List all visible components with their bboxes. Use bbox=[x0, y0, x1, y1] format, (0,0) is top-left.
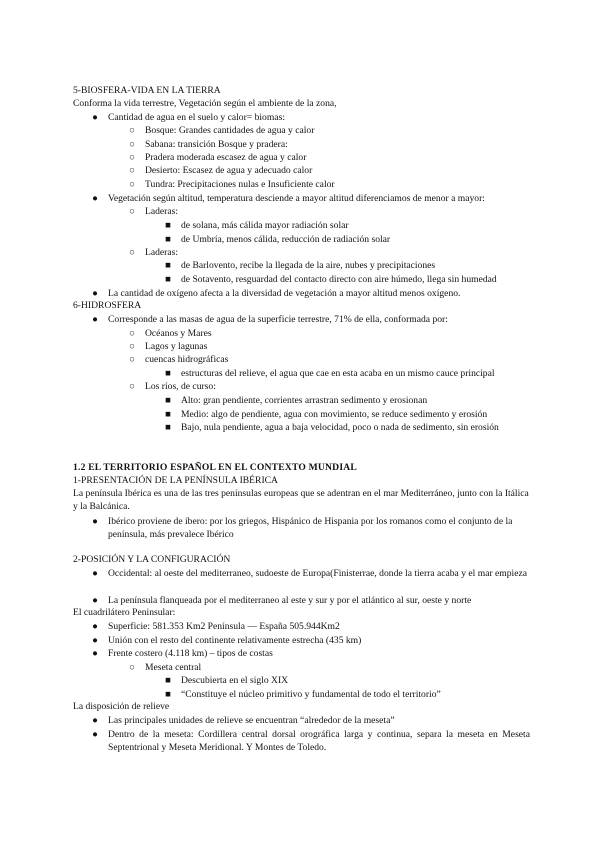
circle-bullet-icon: ○ bbox=[129, 328, 135, 339]
list-item-text: Lagos y lagunas bbox=[145, 341, 208, 352]
list-item bbox=[129, 124, 530, 137]
list-item-text: Alto: gran pendiente, corrientes arrastran sedimento y erosionan bbox=[181, 395, 428, 406]
list-item-text: Ibérico proviene de íbero: por los griegos, Hispánico de Hispania por los romanos como el conjunto de la península, más prevalece Ibérico bbox=[108, 516, 513, 540]
square-bullet-icon: ■ bbox=[165, 368, 171, 379]
quad-label: El cuadrilátero Peninsular: bbox=[73, 607, 176, 618]
square-bullet-icon: ■ bbox=[165, 260, 171, 271]
list-item bbox=[92, 620, 530, 633]
list-item bbox=[165, 674, 530, 687]
circle-bullet-icon: ○ bbox=[129, 139, 135, 150]
disc-bullet-icon: ● bbox=[92, 635, 98, 646]
list-item bbox=[92, 515, 530, 541]
list-item-text: cuencas hidrográficas bbox=[145, 354, 229, 365]
list-item bbox=[92, 313, 530, 326]
section-5-intro: Conforma la vida terrestre, Vegetación según el ambiente de la zona, bbox=[73, 98, 337, 109]
list-item-text: Bosque: Grandes cantidades de agua y calor bbox=[145, 125, 315, 136]
list-item bbox=[165, 219, 530, 232]
list-item-text: estructuras del relieve, el agua que cae en esta acaba en un mismo cauce principal bbox=[181, 368, 495, 379]
disc-bullet-icon: ● bbox=[92, 715, 98, 726]
list-item bbox=[165, 273, 530, 286]
list-item bbox=[92, 728, 530, 754]
section-6-title: 6-HIDROSFERA bbox=[73, 300, 142, 311]
list-item-text: de solana, más cálida mayor radiación solar bbox=[181, 220, 349, 231]
list-item bbox=[129, 164, 530, 177]
list-item-text: Tundra: Precipitaciones nulas e Insuficiente calor bbox=[145, 179, 335, 190]
circle-bullet-icon: ○ bbox=[129, 206, 135, 217]
disc-bullet-icon: ● bbox=[92, 288, 98, 299]
disc-bullet-icon: ● bbox=[92, 314, 98, 325]
disc-bullet-icon: ● bbox=[92, 516, 98, 527]
list-item bbox=[129, 661, 530, 674]
list-item bbox=[129, 246, 530, 259]
square-bullet-icon: ■ bbox=[165, 220, 171, 231]
list-item-text: Bajo, nula pendiente, agua a baja velocidad, poco o nada de sedimento, sin erosión bbox=[181, 422, 499, 433]
square-bullet-icon: ■ bbox=[165, 395, 171, 406]
list-item bbox=[92, 647, 530, 660]
list-item-text: Unión con el resto del continente relativamente estrecha (435 km) bbox=[108, 635, 362, 646]
square-bullet-icon: ■ bbox=[165, 689, 171, 700]
list-item bbox=[165, 408, 530, 421]
square-bullet-icon: ■ bbox=[165, 675, 171, 686]
circle-bullet-icon: ○ bbox=[129, 381, 135, 392]
circle-bullet-icon: ○ bbox=[129, 662, 135, 673]
circle-bullet-icon: ○ bbox=[129, 341, 135, 352]
list-item-text: Vegetación según altitud, temperatura desciende a mayor altitud diferenciamos de menor a mayor: bbox=[108, 193, 485, 204]
list-item bbox=[129, 353, 530, 366]
list-item-text: Superficie: 581.353 Km2 Península — España 505.944Km2 bbox=[108, 621, 340, 632]
subsection-1-title: 1-PRESENTACIÓN DE LA PENÍNSULA IBÉRICA bbox=[73, 475, 278, 486]
list-item-text: Dentro de la meseta: Cordillera central dorsal orográfica larga y continua, separa la meseta en Meseta Septentrional y Meseta Meridional. Y Montes de Toledo. bbox=[108, 729, 530, 753]
list-item bbox=[165, 259, 530, 272]
list-item bbox=[129, 340, 530, 353]
list-item-text: Los ríos, de curso: bbox=[145, 381, 216, 392]
list-item bbox=[165, 367, 530, 380]
list-item bbox=[129, 151, 530, 164]
list-item bbox=[129, 380, 530, 393]
circle-bullet-icon: ○ bbox=[129, 179, 135, 190]
list-item-text: Descubierta en el siglo XIX bbox=[181, 675, 289, 686]
list-item-text: Desierto: Escasez de agua y adecuado calor bbox=[145, 165, 313, 176]
circle-bullet-icon: ○ bbox=[129, 125, 135, 136]
list-item-text: de Barlovento, recibe la llegada de la aire, nubes y precipitaciones bbox=[181, 260, 436, 271]
relief-label: La disposición de relieve bbox=[73, 701, 170, 712]
list-item bbox=[165, 394, 530, 407]
list-item-text: Corresponde a las masas de agua de la superficie terrestre, 71% de ella, conformada por: bbox=[108, 314, 448, 325]
list-item-text: Meseta central bbox=[145, 662, 202, 673]
circle-bullet-icon: ○ bbox=[129, 165, 135, 176]
list-item bbox=[165, 421, 530, 434]
square-bullet-icon: ■ bbox=[165, 409, 171, 420]
disc-bullet-icon: ● bbox=[92, 112, 98, 123]
list-item-text: Occidental: al oeste del mediterraneo, sudoeste de Europa(Finisterrae, donde la tierra acaba y el mar empieza bbox=[108, 568, 528, 579]
disc-bullet-icon: ● bbox=[92, 568, 98, 579]
list-item bbox=[92, 714, 530, 727]
list-item-text: de Sotavento, resguardad del contacto directo con aire húmedo, llega sin humedad bbox=[181, 274, 497, 285]
list-item-text: Frente costero (4.118 km) – tipos de costas bbox=[108, 648, 273, 659]
list-item bbox=[129, 178, 530, 191]
list-item-text: Océanos y Mares bbox=[145, 328, 212, 339]
section-1-2-title: 1.2 EL TERRITORIO ESPAÑOL EN EL CONTEXTO MUNDIAL bbox=[73, 462, 357, 473]
circle-bullet-icon: ○ bbox=[129, 247, 135, 258]
section-5-title: 5-BIOSFERA-VIDA EN LA TIERRA bbox=[73, 85, 221, 96]
disc-bullet-icon: ● bbox=[92, 595, 98, 606]
list-item bbox=[129, 327, 530, 340]
list-item-text: de Umbría, menos cálida, reducción de radiación solar bbox=[181, 234, 391, 245]
list-item-text: Laderas: bbox=[145, 247, 179, 258]
list-item bbox=[92, 192, 530, 205]
list-item-text: Cantidad de agua en el suelo y calor= biomas: bbox=[108, 112, 285, 123]
list-item bbox=[129, 205, 530, 218]
list-item bbox=[165, 233, 530, 246]
list-item-text: Las principales unidades de relieve se encuentran “alrededor de la meseta” bbox=[108, 715, 395, 726]
square-bullet-icon: ■ bbox=[165, 274, 171, 285]
list-item bbox=[129, 138, 530, 151]
square-bullet-icon: ■ bbox=[165, 234, 171, 245]
list-item-text: La cantidad de oxígeno afecta a la diversidad de vegetación a mayor altitud menos oxígeno. bbox=[108, 288, 461, 299]
square-bullet-icon: ■ bbox=[165, 422, 171, 433]
list-item-text: Laderas: bbox=[145, 206, 179, 217]
list-item bbox=[92, 634, 530, 647]
list-item bbox=[92, 567, 530, 580]
circle-bullet-icon: ○ bbox=[129, 152, 135, 163]
circle-bullet-icon: ○ bbox=[129, 354, 135, 365]
paragraph: La península Ibérica es una de las tres penínsulas europeas que se adentran en el mar Mediterráneo, junto con la Itálica y la Balcánica. bbox=[73, 488, 529, 512]
list-item bbox=[92, 111, 530, 124]
list-item-text: Medio: algo de pendiente, agua con movimiento, se reduce sedimento y erosión bbox=[181, 409, 488, 420]
disc-bullet-icon: ● bbox=[92, 193, 98, 204]
disc-bullet-icon: ● bbox=[92, 729, 98, 740]
disc-bullet-icon: ● bbox=[92, 648, 98, 659]
list-item-text: Sabana: transición Bosque y pradera: bbox=[145, 139, 288, 150]
list-item-text: La península flanqueada por el mediterraneo al este y sur y por el atlántico al sur, oeste y norte bbox=[108, 595, 472, 606]
disc-bullet-icon: ● bbox=[92, 621, 98, 632]
list-item-text: Pradera moderada escasez de agua y calor bbox=[145, 152, 307, 163]
list-item-text: “Constituye el núcleo primitivo y fundamental de todo el territorio” bbox=[181, 689, 441, 700]
subsection-2-title: 2-POSICIÓN Y LA CONFIGURACIÓN bbox=[73, 554, 231, 565]
